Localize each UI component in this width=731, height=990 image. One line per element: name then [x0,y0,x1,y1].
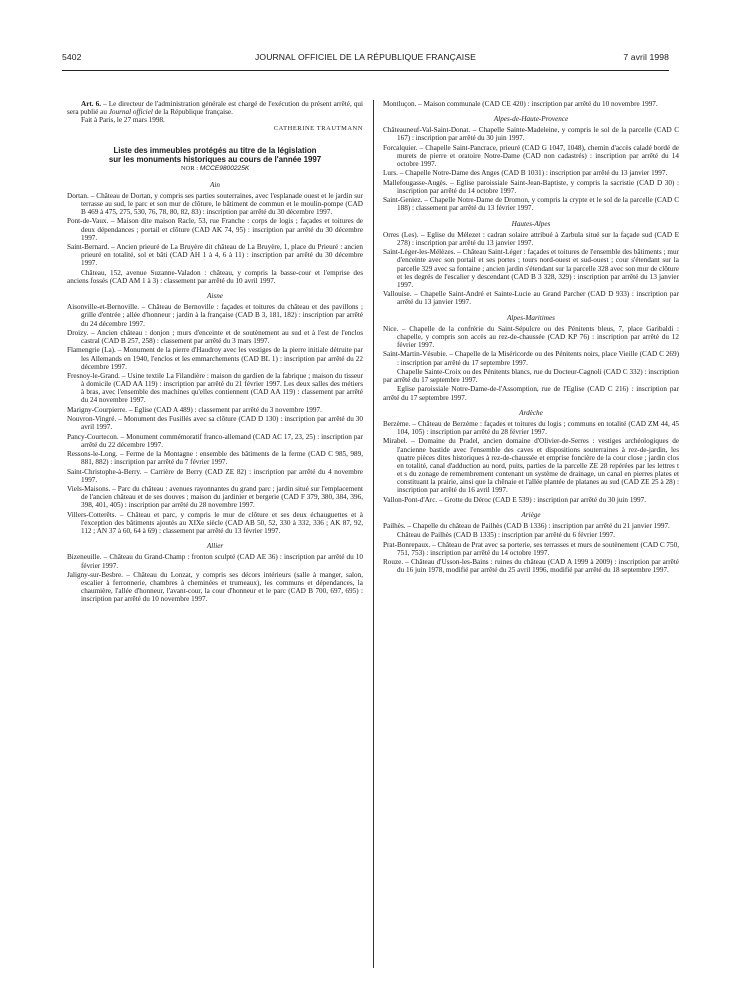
list-item [383,169,679,177]
place-name: Prat-Bonrepaux. [383,540,431,549]
entry-text: – Parc du château : avenues rayonnantes du grand parc ; jardin situé sur l'emplacement de l'ancien château et de ses douves ; maison du jardinier et bergerie (CAD F 379, 380, 384, 396, 398, 401, 405) : inscription par arrêté du 28 novembre 1997. [81,485,363,510]
place-name: Saint-Léger-les-Mélèzes. [383,248,456,257]
entry-text: – Carrière de Berry (CAD ZE 82) : inscription par arrêté du 4 novembre 1997. [81,467,363,484]
list-item [67,571,363,604]
list-item [383,420,679,436]
place-name: Ressons-le-Long. [67,450,118,459]
list-item [67,406,363,414]
place-name: Vallon-Pont-d'Arc. [383,495,438,504]
entry-text: – Eglise (CAD A 489) : classement par arrêté du 3 novembre 1997. [127,405,322,414]
list-item [383,496,679,504]
list-title-line2: sur les monuments historiques au cours de l'année 1997 [108,155,322,165]
list-item [67,192,363,216]
place-name: Saint-Christophe-à-Berry. [67,467,142,476]
list-item [383,126,679,142]
place-name: Flamengrie (La). [67,346,116,355]
list-title-line1: Liste des immeubles protégés au titre de la législation [113,145,317,155]
department-heading: Ain [210,180,220,189]
place-name: Viels-Maisons. [67,485,111,494]
list-item [67,217,363,241]
place-name: Dortan. [67,191,89,200]
entry-text: – Chapelle Notre-Dame des Anges (CAD B 1031) : inscription par arrêté du 13 janvier 1997. [397,169,668,178]
entry-text: – Chapelle de la confrérie du Saint-Sépulcre ou des Pénitents bleus, 7, place Garibaldi : chapelle, y compris son accès au rez-de-chaussée (CAD KP 76) : inscription par arrêté du 12 février 1997. [397,324,679,350]
list-item [67,433,363,449]
place-name: Vallouise. [383,290,412,299]
place-name: Mallefougasse-Augès. [383,178,448,187]
entry-text: – Château du Grand-Champ : fronton sculpté (CAD AE 36) : inscription par arrêté du 10 février 1997. [81,553,363,570]
article-label: Art. 6. [81,100,102,108]
right-sections [383,115,679,574]
department-heading: Aisne [207,292,223,301]
issue-date: 7 avril 1998 [623,52,669,62]
done-at: Fait à Paris, le 27 mars 1998. [81,116,165,125]
place-name: Nice. [383,324,399,333]
list-item [383,100,679,108]
entry-text: – Château du Lonzat, y compris ses décors intérieurs (salle à manger, salon, escalier à ferronnerie, chambres à cheminées et trumeaux), les communs et dépendances, la chaumière, l'allée d'honneur, l'avant-cour, la cour d'honneur et le parc (CAD B 700, 697, 695) : inscription par arrêté du 10 novembre 1997. [81,570,363,604]
entry-text: – Château de Bernoville : façades et toitures du château et des pavillons ; grille d'entrée ; allée d'honneur ; jardin à la française (CAD B 3, 181, 182) : inscription par arrêté du 24 décembre 1997. [81,303,363,328]
entry-text: – Usine textile La Filandière : maison du gardien de la fabrique ; maison du tisseur à domicile (CAD AA 119) : inscription par arrêté du 21 février 1997. Les deux salles des métiers à bras, avec l'ensemble des machines qu'elles contiennent (CAD AA 119) : classement par arrêté du 24 novembre 1997. [81,372,363,405]
entry-text: – Monument de la pierre d'Haudroy avec les vestiges de la pierre initiale détruite par les Allemands en 1940, l'enclos et les emmarchements (CAD BL 1) : inscription par arrêté du 22 décembre 1997. [81,346,363,371]
nor-code: MCCE9800225K [199,165,250,173]
list-item [67,450,363,466]
entry-text: – Château de Berzème : façades et toitures du logis ; communs en totalité (CAD ZM 44, 45 104, 105) : inscription par arrêté du 28 février 1997. [397,419,679,436]
list-item [383,437,679,494]
entry-text: – Ancien prieuré de La Bruyère dit château de La Bruyère, 1, place du Prieuré : ancien prieuré en totalité, sol et bâti (CAD AH 1 à 4, 6 à 11) : inscription par arrêté du 30 décembre 1997. [81,243,363,268]
entry-text: – Monument commémoratif franco-allemand (CAD AC 17, 23, 25) : inscription par arrêté du 22 décembre 1997. [81,432,363,449]
place-name: Nouvron-Vingré. [67,415,117,424]
department-heading: Allier [206,542,224,551]
entry-text: – Grotte du Déroc (CAD E 539) : inscription par arrêté du 30 juin 1997. [437,495,646,504]
place-name: Pailhès. [383,521,406,530]
department-heading: Hautes-Alpes [511,219,551,228]
place-name: Berzème. [383,419,411,428]
nor-label: NOR : [180,165,200,173]
place-name: Châteauneuf-Val-Saint-Donat. [383,126,471,135]
place-name: Lurs. [383,169,398,178]
journal-title: JOURNAL OFFICIEL DE LA RÉPUBLIQUE FRANÇAISE [255,52,476,62]
right-column [383,100,679,576]
list-item [67,243,363,267]
header-rule [62,70,669,71]
department-heading: Alpes-de-Haute-Provence [493,115,569,124]
list-item [67,269,363,285]
place-name: Saint-Bernard. [67,243,110,252]
entry-text: – Chapelle Sainte-Madeleine, y compris le sol de la parcelle (CAD C 167) : inscription par arrêté du 30 juin 1997. [397,126,679,143]
entry-text: Château de Pailhès (CAD B 1335) : inscription par arrêté du 6 février 1997. [397,531,615,540]
entry-text: – Ancien château : donjon ; murs d'enceinte et de soutènement au sud et à l'est de l'enclos castral (CAD B 257, 258) : classement par arrêté du 3 mars 1997. [81,328,363,345]
entry-text: – Château et parc, y compris le mur de clôture et ses deux échauguettes et à l'exception des bâtiments ajoutés au XIXe siècle (CAD AB 50, 52, 330 à 332, 336 ; AK 87, 92, 112 ; AN 37 à 60, 64 à 69) : classement par arrêté du 13 février 1997. [81,510,363,536]
place-name: Villers-Cotterêts. [67,510,117,519]
place-name: Mirabel. [383,437,408,446]
list-item [383,144,679,168]
place-name: Aisonville-et-Bernoville. [67,303,140,312]
place-name: Pancy-Courtecon. [67,432,119,441]
place-name: Droizy. [67,328,89,337]
place-name: Saint-Geniez. [383,196,423,205]
entry-text: – Château de Prat avec sa porterie, ses terrasses et murs de soutènement (CAD C 750, 751, 753) : inscription par arrêté du 14 octobre 1997. [397,540,680,557]
entry-text: – Chapelle Saint-Pancrace, prieuré (CAD G 1047, 1048), chemin d'accès caladé bordé de murets de pierre et oratoire Notre-Dame (CAD non cadastrés) : inscription par arrêté du 14 octobre 1997. [397,143,679,169]
entry-text: – Chapelle du château de Pailhès (CAD B 1336) : inscription par arrêté du 21 janvier 1997. [405,521,670,530]
entry-text: Chapelle Sainte-Croix ou des Pénitents blancs, rue du Docteur-Cagnoli (CAD C 332) : inscription par arrêté du 17 septembre 1997. [383,367,679,385]
department-heading: Alpes-Maritimes [507,313,555,322]
entry-text: – Ferme de la Montagne : ensemble des bâtiments de la ferme (CAD C 985, 989, 881, 882) : inscription par arrêté du 7 février 1997. [81,450,363,467]
entry-text: Château, 152, avenue Suzanne-Valadon : château, y compris la basse-cour et l'emprise des anciens fossés (CAD AM 1 à 3) : classement par arrêté du 10 avril 1997. [67,268,363,285]
place-name: Forcalquier. [383,143,418,152]
signature: CATHERINE TRAUTMANN [273,125,363,133]
entry-text: Eglise paroissiale Notre-Dame-de-l'Assomption, rue de l'Eglise (CAD C 216) : inscription par arrêté du 17 septembre 1997. [383,385,679,402]
list-item [383,350,679,366]
entry-text: – Domaine du Pradel, ancien domaine d'Olivier-de-Serres : vestiges archéologiques de l'ancienne bastide avec l'ensemble des caves et dispositions souterraines à rez-de-jardin, les quatre pièces dites historiques à rez-de-chaussée et emprise foncière de la cour close ; jardin clos en totalité, canal d'adduction au nord, puits, parties de la parcelle ZE 28 repérées par les lettres t et s du zonage de remembrement contenant un système de drainage, un canal en pierres plates et constituant la prairie, ainsi que la chênaie et l'allée plantée de platanes au sud (CAD ZE 25 à 28) : inscription par arrêté du 16 avril 1997. [397,437,679,495]
department-heading: Ariège [521,510,541,519]
list-item [383,231,679,247]
article-journal: Journal officiel [108,108,153,117]
entry-text: – Maison communale (CAD CE 420) : inscription par arrêté du 10 novembre 1997. [416,100,658,108]
page-number: 5402 [62,52,82,62]
list-item [383,196,679,212]
list-item [383,541,679,557]
entry-text: – Monument des Fusillés avec sa clôture (CAD D 130) : inscription par arrêté du 30 avril 1997. [81,415,363,432]
list-item [67,415,363,431]
column-divider [373,100,374,968]
list-item [67,553,363,569]
left-sections [67,181,363,604]
right-top-entries [383,100,679,108]
department-heading: Ardèche [519,408,543,417]
list-item [67,485,363,509]
place-name: Pont-de-Vaux. [67,217,109,226]
entry-text: – Maison dite maison Racle, 53, rue Franche : corps de logis ; façades et toitures de deux dépendances ; portail et clôture (CAD AK 74, 95) : inscription par arrêté du 30 décembre 1997. [81,217,363,242]
entry-text: – Chapelle de la Miséricorde ou des Pénitents noirs, place Vieille (CAD C 269) : inscription par arrêté du 17 septembre 1997. [397,350,679,367]
list-item [383,522,679,530]
list-title [67,146,363,165]
list-item [383,531,679,539]
list-item [383,368,679,384]
list-item [67,468,363,484]
entry-text: – Chapelle Saint-André et Sainte-Lucie au Grand Parcher (CAD D 933) : inscription par arrêté du 13 janvier 1997. [397,290,679,307]
article-text-end: de la République française. [152,108,233,117]
entry-text: – Eglise du Mélezet : cadran solaire attribué à Zarbula situé sur la façade sud (CAD E 278) : inscription par arrêté du 13 janvier 1997. [397,230,679,247]
place-name: Jaligny-sur-Besbre. [67,570,123,579]
place-name: Rouze. [383,558,404,567]
list-item [67,329,363,345]
place-name: Montluçon. [383,100,417,108]
article-text: – Le directeur de l'administration générale est chargé de l'exécution du présent arrêté, qui sera publié au [67,100,364,117]
list-item [383,290,679,306]
entry-text: – Château d'Usson-les-Bains : ruines du château (CAD A 1999 à 2009) : inscription par arrêté du 16 juin 1978, modifié par arrêté du 25 avril 1996, modifié par arrêté du 18 septembre 1997. [397,558,679,575]
entry-text: – Château de Dortan, y compris ses parties souterraines, avec l'esplanade ouest et le jardin sur terrasse au sud, le parc et son mur de clôture, le bâtiment de commun et le moulin-pompe (CAD B 469 à 475, 275, 530, 76, 78, 80, 82, 83) : inscription par arrêté du 30 décembre 1997. [81,191,363,217]
list-item [383,179,679,195]
list-item [67,303,363,327]
place-name: Orres (Les). [383,230,419,239]
nor-reference [67,165,363,173]
list-item [383,325,679,349]
entry-text: – Château Saint-Léger : façades et toitures de l'ensemble des bâtiments ; mur d'enceinte avec son portail et ses portes ; tours nord-ouest et sud-ouest ; cour s'étendant sur la parcelle 329 avec sa fontaine ; ancien jardin s'étendant sur la parcelle 328 avec son mur de clôture et les degrés de l'escalier y descendant (CAD B 3 328, 329) : inscription par arrêté du 13 janvier 1997. [397,248,679,289]
place-name: Fresnoy-le-Grand. [67,372,120,380]
list-item [383,385,679,401]
left-column [67,100,363,605]
list-item [67,346,363,370]
list-item [67,372,363,405]
entry-text: – Eglise paroissiale Saint-Jean-Baptiste, y compris la sacristie (CAD D 30) : inscription par arrêté du 14 octobre 1997. [397,178,679,195]
list-item [383,558,679,574]
place-name: Saint-Martin-Vésubie. [383,350,448,359]
list-item [67,511,363,535]
page-header [62,52,669,66]
entry-text: – Chapelle Notre-Dame de Dromon, y compris la crypte et le sol de la parcelle (CAD C 188) : classement par arrêté du 13 février 1997. [397,196,679,213]
article-6 [67,100,363,116]
place-name: Bizeneuille. [67,553,102,562]
place-name: Marigny-Courpierre. [67,405,128,414]
list-item [383,248,679,289]
